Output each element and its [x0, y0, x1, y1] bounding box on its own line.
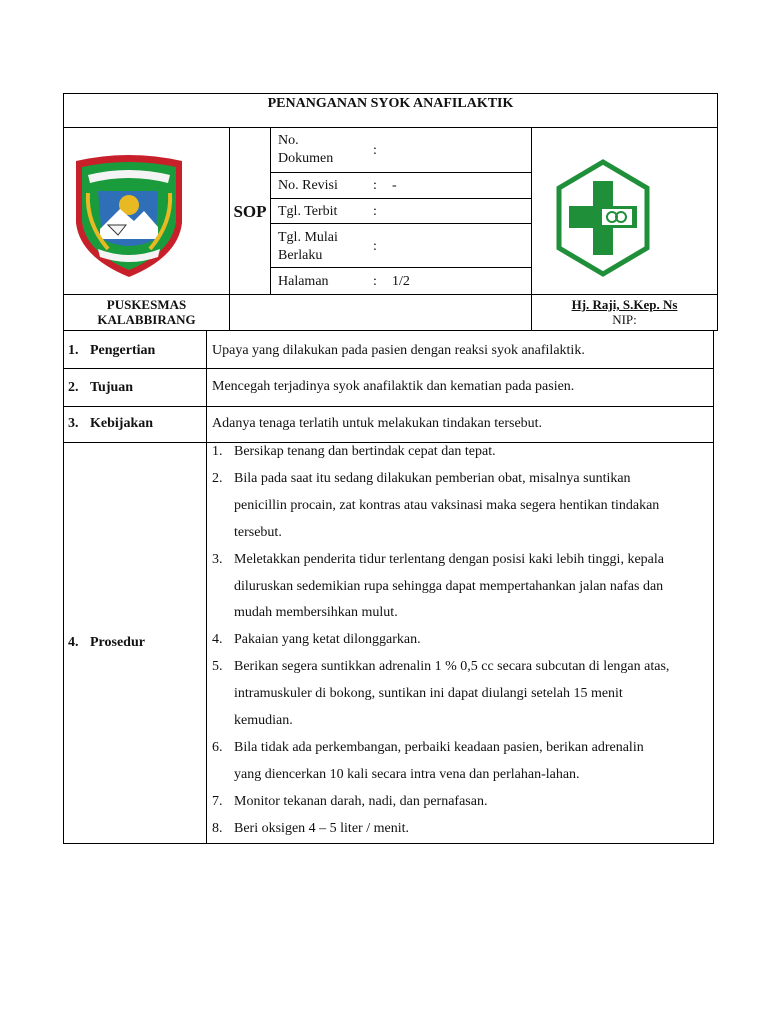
prosedur-step-text: Berikan segera suntikkan adrenalin 1 % 0,5 cc secara subcutan di lengan atas, [234, 659, 670, 675]
regency-crest-icon [68, 153, 190, 281]
prosedur-step-number: 2. [212, 470, 223, 486]
prosedur-step-number: 3. [212, 551, 223, 567]
prosedur-line [212, 685, 623, 702]
prosedur-line [212, 470, 631, 487]
prosedur-line [212, 524, 282, 541]
tujuan-label: Tujuan [90, 380, 134, 395]
prosedur-line [212, 578, 663, 595]
prosedur-step-text: kemudian. [234, 713, 293, 728]
prosedur-step-number: 7. [212, 793, 223, 809]
prosedur-step-number: 8. [212, 820, 223, 836]
tgl-terbit-colon: : [373, 204, 377, 219]
prosedur-step-number: 4. [212, 632, 223, 648]
prosedur-step-text: Meletakkan penderita tidur terlentang dengan posisi kaki lebih tinggi, kepala [234, 551, 664, 567]
tgl-mulai-label-line1: Tgl. Mulai [278, 230, 338, 245]
prosedur-label: Prosedur [90, 635, 145, 650]
prosedur-step-text: Bila pada saat itu sedang dilakukan pemberian obat, misalnya suntikan [234, 470, 631, 486]
prosedur-step-text: tersebut. [234, 524, 282, 540]
pengertian-text: Upaya yang dilakukan pada pasien dengan reaksi syok anafilaktik. [212, 343, 585, 358]
pengertian-number: 1. [68, 343, 79, 358]
no-revisi-colon: : [373, 178, 377, 193]
tujuan-number: 2. [68, 380, 79, 395]
puskesmas-logo-icon [555, 159, 651, 277]
halaman-value: 1/2 [392, 274, 410, 289]
tgl-mulai-colon: : [373, 239, 377, 254]
prosedur-step-text: intramuskuler di bokong, suntikan ini dapat diulangi setelah 15 menit [234, 686, 623, 702]
prosedur-line [212, 793, 487, 810]
prosedur-step-text: penicillin procain, zat kontras atau vaksinasi maka segera hentikan tindakan [234, 497, 660, 513]
no-dokumen-label-line1: No. [278, 133, 299, 148]
pengertian-label: Pengertian [90, 343, 156, 358]
prosedur-step-text: mudah membersihkan mulut. [234, 605, 398, 621]
tgl-mulai-label-line2: Berlaku [278, 248, 323, 263]
prosedur-line [212, 551, 664, 568]
kebijakan-number: 3. [68, 416, 79, 431]
prosedur-line [212, 820, 409, 837]
prosedur-step-text: diluruskan sedemikian rupa sehingga dapat mempertahankan jalan nafas dan [234, 578, 664, 594]
halaman-label: Halaman [278, 274, 329, 289]
prosedur-line [212, 631, 421, 648]
prosedur-step-text: Monitor tekanan darah, nadi, dan pernafasan. [234, 793, 488, 809]
document-title: PENANGANAN SYOK ANAFILAKTIK [267, 96, 514, 111]
prosedur-step-text: Bila tidak ada perkembangan, perbaiki keadaan pasien, berikan adrenalin [234, 739, 644, 755]
no-revisi-label: No. Revisi [278, 178, 338, 193]
sop-label: SOP [233, 202, 267, 221]
prosedur-line [212, 658, 669, 675]
prosedur-line [212, 712, 293, 729]
prosedur-line [212, 443, 496, 460]
prosedur-line [212, 497, 659, 514]
prosedur-line [212, 739, 644, 756]
kebijakan-label: Kebijakan [90, 416, 154, 431]
institution-line1: PUSKESMAS [106, 297, 187, 312]
no-dokumen-colon: : [373, 143, 377, 158]
kebijakan-text: Adanya tenaga terlatih untuk melakukan tindakan tersebut. [212, 416, 543, 431]
prosedur-number: 4. [68, 635, 79, 650]
signatory-name: Hj. Raji, S.Kep. Ns [571, 297, 678, 312]
prosedur-line [212, 604, 398, 621]
prosedur-step-number: 5. [212, 659, 223, 675]
signatory-nip-label: NIP: [612, 312, 637, 327]
no-revisi-value: - [392, 178, 397, 193]
institution-line2: KALABBIRANG [97, 312, 196, 327]
tgl-terbit-label: Tgl. Terbit [278, 204, 338, 219]
prosedur-step-text: Bersikap tenang dan bertindak cepat dan tepat. [234, 444, 496, 459]
prosedur-line [212, 766, 580, 783]
prosedur-step-number: 1. [212, 444, 223, 459]
prosedur-step-text: Pakaian yang ketat dilonggarkan. [234, 632, 421, 648]
halaman-colon: : [373, 274, 377, 289]
prosedur-step-text: Beri oksigen 4 – 5 liter / menit. [234, 820, 409, 836]
prosedur-step-number: 6. [212, 739, 223, 755]
tujuan-text: Mencegah terjadinya syok anafilaktik dan kematian pada pasien. [212, 379, 575, 394]
no-dokumen-label-line2: Dokumen [278, 151, 334, 166]
prosedur-step-text: yang diencerkan 10 kali secara intra vena dan perlahan-lahan. [234, 766, 580, 782]
